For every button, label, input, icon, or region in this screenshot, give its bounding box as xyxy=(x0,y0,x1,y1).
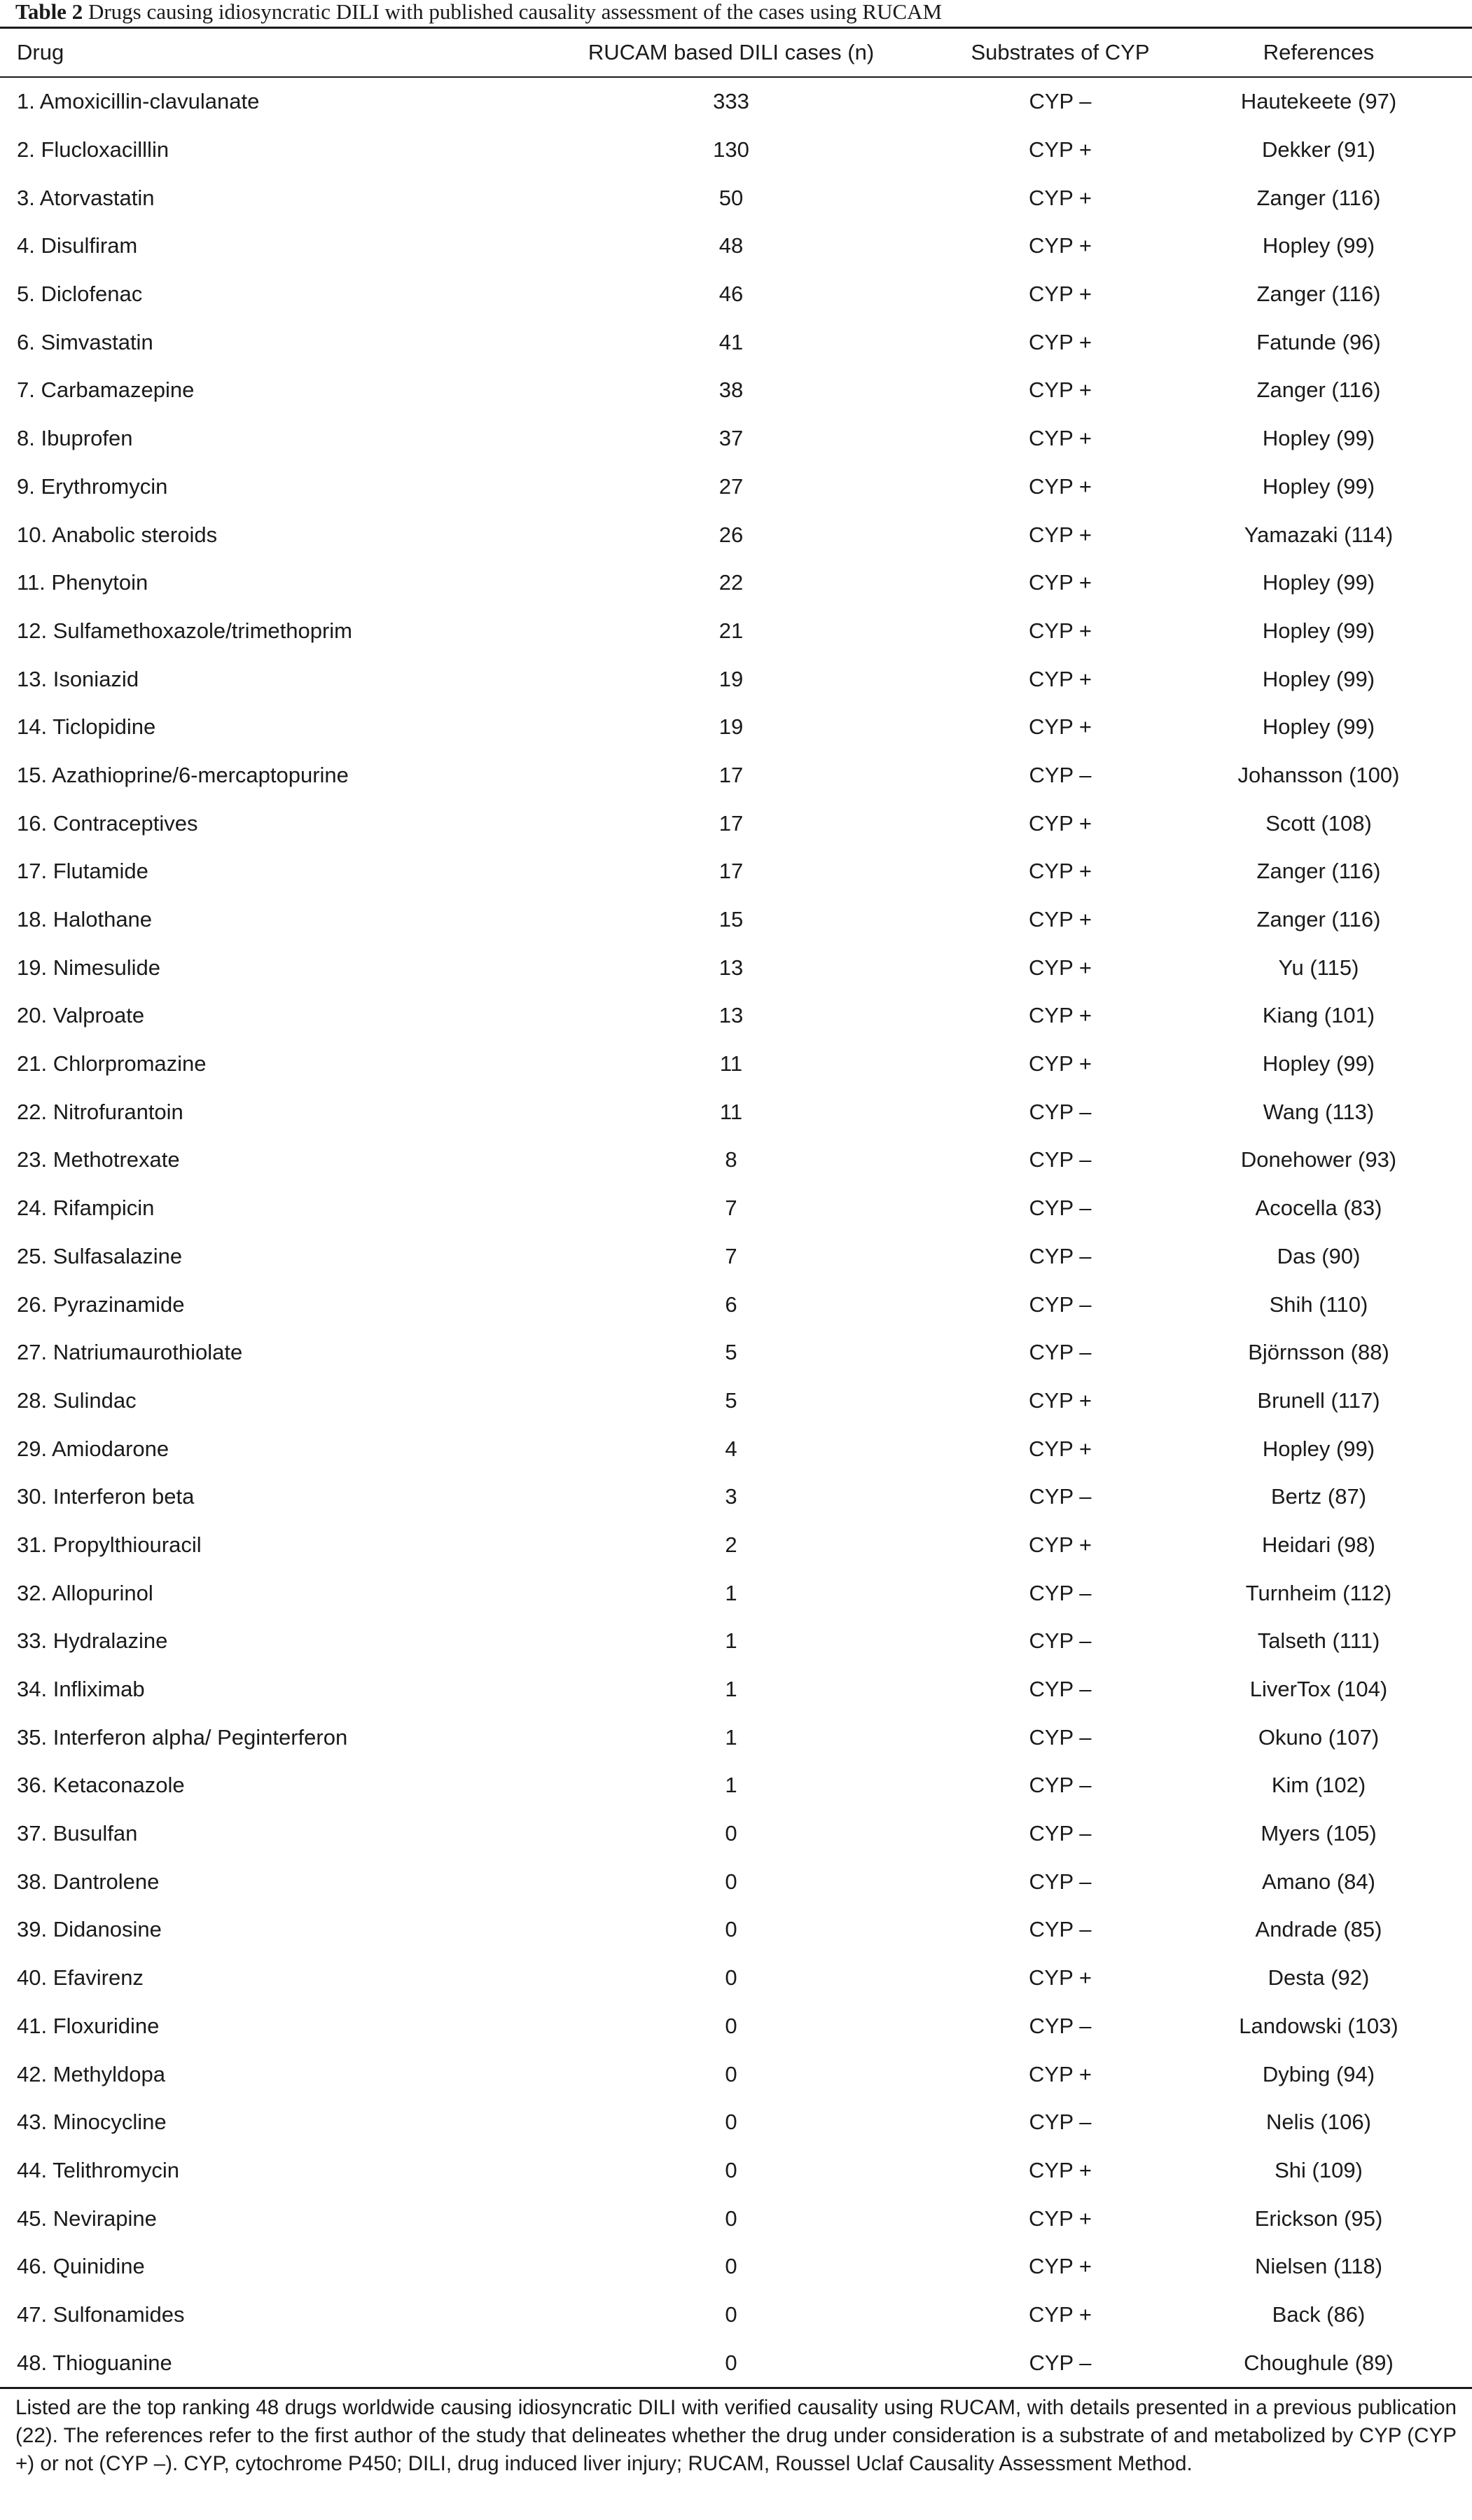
cell-drug: 11. Phenytoin xyxy=(17,570,148,595)
cell-reference: Björnsson (88) xyxy=(1248,1340,1389,1365)
bottom-rule xyxy=(0,2387,1472,2389)
table-row xyxy=(0,799,1472,847)
cell-cases: 0 xyxy=(725,2013,737,2038)
table-row xyxy=(0,2002,1472,2051)
cell-drug: 33. Hydralazine xyxy=(17,1628,168,1654)
cell-cyp: CYP + xyxy=(1029,426,1092,451)
table-row xyxy=(0,1280,1472,1329)
cell-drug: 1. Amoxicillin-clavulanate xyxy=(17,89,260,114)
table-row xyxy=(0,1666,1472,1714)
cell-drug: 13. Isoniazid xyxy=(17,666,139,691)
cell-cases: 22 xyxy=(718,570,744,595)
cell-cyp: CYP + xyxy=(1029,1965,1092,1991)
cell-cyp: CYP – xyxy=(1029,762,1092,787)
cell-reference: Brunell (117) xyxy=(1257,1387,1380,1413)
cell-drug: 7. Carbamazepine xyxy=(17,378,195,403)
cell-cyp: CYP – xyxy=(1029,1628,1092,1654)
cell-drug: 41. Floxuridine xyxy=(17,2013,160,2038)
cell-drug: 3. Atorvastatin xyxy=(17,185,155,210)
cell-cyp: CYP – xyxy=(1029,1484,1092,1509)
cell-reference: Yu (115) xyxy=(1278,955,1359,980)
cell-cyp: CYP + xyxy=(1029,137,1092,162)
cell-cases: 1 xyxy=(725,1677,737,1702)
cell-drug: 6. Simvastatin xyxy=(17,329,153,354)
header-cases: RUCAM based DILI cases (n) xyxy=(507,29,955,77)
cell-drug: 25. Sulfasalazine xyxy=(17,1243,183,1268)
cell-cases: 17 xyxy=(718,810,744,836)
cell-reference: Talseth (111) xyxy=(1257,1628,1380,1654)
table-row xyxy=(0,318,1472,366)
cell-reference: Myers (105) xyxy=(1261,1821,1377,1846)
cell-cases: 1 xyxy=(725,1773,737,1798)
cell-cases: 0 xyxy=(725,2157,737,2182)
cell-cases: 0 xyxy=(725,1869,737,1894)
cell-reference: Zanger (116) xyxy=(1256,859,1381,884)
cell-reference: Hopley (99) xyxy=(1262,1051,1375,1076)
cell-drug: 40. Efavirenz xyxy=(17,1965,144,1991)
cell-reference: Choughule (89) xyxy=(1244,2350,1394,2375)
cell-reference: Turnheim (112) xyxy=(1245,1580,1392,1605)
cell-cases: 27 xyxy=(718,473,744,499)
cell-cases: 130 xyxy=(713,137,749,162)
table-row xyxy=(0,1040,1472,1088)
cell-cyp: CYP + xyxy=(1029,1436,1092,1461)
cell-reference: Shi (109) xyxy=(1275,2157,1363,2182)
table-row xyxy=(0,1136,1472,1184)
cell-cyp: CYP + xyxy=(1029,473,1092,499)
cell-cyp: CYP – xyxy=(1029,89,1092,114)
cell-drug: 44. Telithromycin xyxy=(17,2157,180,2182)
table-row xyxy=(0,1377,1472,1425)
cell-cases: 50 xyxy=(718,185,744,210)
cell-drug: 43. Minocycline xyxy=(17,2110,167,2135)
table-row xyxy=(0,126,1472,174)
cell-reference: Desta (92) xyxy=(1268,1965,1370,1991)
cell-cases: 48 xyxy=(718,233,744,258)
cell-drug: 19. Nimesulide xyxy=(17,955,161,980)
table-row xyxy=(0,415,1472,463)
table-row xyxy=(0,2050,1472,2098)
cell-drug: 12. Sulfamethoxazole/trimethoprim xyxy=(17,618,353,643)
cell-reference: Hopley (99) xyxy=(1262,666,1375,691)
table-row xyxy=(0,1521,1472,1570)
cell-reference: Zanger (116) xyxy=(1256,282,1381,307)
table-row xyxy=(0,2291,1472,2339)
cell-drug: 46. Quinidine xyxy=(17,2254,145,2279)
cell-cyp: CYP + xyxy=(1029,329,1092,354)
cell-reference: Fatunde (96) xyxy=(1256,329,1381,354)
cell-cases: 1 xyxy=(725,1628,737,1654)
table-row xyxy=(0,77,1472,126)
table-label: Table 2 xyxy=(15,0,83,24)
cell-reference: Landowski (103) xyxy=(1239,2013,1398,2038)
cell-cyp: CYP + xyxy=(1029,570,1092,595)
cell-cyp: CYP – xyxy=(1029,1917,1092,1942)
cell-cyp: CYP + xyxy=(1029,2301,1092,2327)
cell-reference: Back (86) xyxy=(1272,2301,1366,2327)
table-row xyxy=(0,1569,1472,1617)
cell-reference: Hopley (99) xyxy=(1262,618,1375,643)
cell-drug: 42. Methyldopa xyxy=(17,2061,165,2086)
cell-cases: 1 xyxy=(725,1724,737,1750)
cell-cases: 0 xyxy=(725,2061,737,2086)
cell-cases: 13 xyxy=(718,955,744,980)
cell-drug: 29. Amiodarone xyxy=(17,1436,169,1461)
cell-cases: 19 xyxy=(718,666,744,691)
table-row xyxy=(0,2147,1472,2195)
table-row xyxy=(0,1473,1472,1521)
cell-cyp: CYP + xyxy=(1029,1051,1092,1076)
cell-reference: Hautekeete (97) xyxy=(1240,89,1397,114)
cell-cyp: CYP – xyxy=(1029,1099,1092,1124)
table-row xyxy=(0,511,1472,559)
cell-cases: 19 xyxy=(718,714,744,740)
cell-cyp: CYP – xyxy=(1029,1243,1092,1268)
cell-drug: 18. Halothane xyxy=(17,907,153,932)
table-body xyxy=(0,77,1472,2387)
table-row xyxy=(0,2243,1472,2291)
cell-cases: 17 xyxy=(718,762,744,787)
cell-cyp: CYP – xyxy=(1029,1821,1092,1846)
cell-reference: LiverTox (104) xyxy=(1249,1677,1388,1702)
cell-reference: Hopley (99) xyxy=(1262,233,1375,258)
cell-cases: 41 xyxy=(718,329,744,354)
table-row xyxy=(0,1713,1472,1761)
cell-cases: 0 xyxy=(725,1821,737,1846)
cell-drug: 36. Ketaconazole xyxy=(17,1773,185,1798)
cell-reference: Okuno (107) xyxy=(1258,1724,1380,1750)
cell-cyp: CYP + xyxy=(1029,233,1092,258)
cell-cases: 0 xyxy=(725,1917,737,1942)
header-references: References xyxy=(1165,29,1472,77)
cell-reference: Dekker (91) xyxy=(1262,137,1375,162)
cell-cases: 8 xyxy=(725,1147,737,1172)
cell-reference: Scott (108) xyxy=(1265,810,1372,836)
cell-reference: Yamazaki (114) xyxy=(1244,522,1394,547)
cell-cases: 2 xyxy=(725,1532,737,1557)
cell-reference: Hopley (99) xyxy=(1262,473,1375,499)
cell-cyp: CYP + xyxy=(1029,2061,1092,2086)
cell-drug: 28. Sulindac xyxy=(17,1387,137,1413)
table-row xyxy=(0,607,1472,656)
table-row xyxy=(0,1954,1472,2002)
cell-drug: 30. Interferon beta xyxy=(17,1484,195,1509)
cell-drug: 47. Sulfonamides xyxy=(17,2301,185,2327)
cell-reference: Amano (84) xyxy=(1262,1869,1375,1894)
cell-drug: 15. Azathioprine/6-mercaptopurine xyxy=(17,762,349,787)
table-row xyxy=(0,1906,1472,1954)
cell-drug: 17. Flutamide xyxy=(17,859,148,884)
table-row xyxy=(0,1425,1472,1473)
cell-drug: 4. Disulfiram xyxy=(17,233,138,258)
table-title: Drugs causing idiosyncratic DILI with published causality assessment of the cases using RUCAM xyxy=(88,0,943,24)
cell-cases: 0 xyxy=(725,2110,737,2135)
cell-cyp: CYP – xyxy=(1029,1340,1092,1365)
cell-cases: 0 xyxy=(725,2350,737,2375)
cell-drug: 21. Chlorpromazine xyxy=(17,1051,207,1076)
table-row xyxy=(0,1184,1472,1233)
cell-drug: 35. Interferon alpha/ Peginterferon xyxy=(17,1724,348,1750)
cell-reference: Zanger (116) xyxy=(1256,378,1381,403)
table-row xyxy=(0,2098,1472,2147)
cell-cyp: CYP + xyxy=(1029,522,1092,547)
table-row xyxy=(0,463,1472,511)
cell-cyp: CYP + xyxy=(1029,378,1092,403)
cell-drug: 22. Nitrofurantoin xyxy=(17,1099,183,1124)
cell-reference: Dybing (94) xyxy=(1262,2061,1375,2086)
cell-cyp: CYP + xyxy=(1029,907,1092,932)
cell-reference: Donehower (93) xyxy=(1240,1147,1397,1172)
table-row xyxy=(0,703,1472,752)
cell-cases: 11 xyxy=(719,1051,743,1076)
cell-reference: Zanger (116) xyxy=(1256,185,1381,210)
header-cyp: Substrates of CYP xyxy=(955,29,1165,77)
table-row xyxy=(0,222,1472,270)
table-caption xyxy=(15,0,942,25)
table-row xyxy=(0,559,1472,607)
cell-cases: 17 xyxy=(718,859,744,884)
cell-cases: 7 xyxy=(725,1196,737,1221)
cell-cases: 0 xyxy=(725,1965,737,1991)
cell-cases: 3 xyxy=(725,1484,737,1509)
drug-table xyxy=(0,29,1472,2387)
cell-cases: 5 xyxy=(725,1340,737,1365)
cell-cyp: CYP + xyxy=(1029,1532,1092,1557)
cell-reference: Hopley (99) xyxy=(1262,1436,1375,1461)
cell-reference: Andrade (85) xyxy=(1255,1917,1382,1942)
table-row xyxy=(0,2339,1472,2387)
cell-drug: 45. Nevirapine xyxy=(17,2206,157,2231)
cell-cases: 46 xyxy=(718,282,744,307)
cell-cases: 21 xyxy=(718,618,744,643)
cell-drug: 8. Ibuprofen xyxy=(17,426,133,451)
cell-reference: Hopley (99) xyxy=(1262,570,1375,595)
cell-cyp: CYP + xyxy=(1029,2157,1092,2182)
table-row xyxy=(0,847,1472,896)
cell-drug: 5. Diclofenac xyxy=(17,282,143,307)
cell-cyp: CYP + xyxy=(1029,859,1092,884)
cell-reference: Nielsen (118) xyxy=(1254,2254,1383,2279)
cell-cyp: CYP + xyxy=(1029,185,1092,210)
table-row xyxy=(0,752,1472,800)
table-footnote: Listed are the top ranking 48 drugs worldwide causing idiosyncratic DILI with verified causality using RUCAM, with details presented in a previous publication (22). The references refer to the first author of the study that delineates whether the drug under consideration is a substrate of and metabolized by CYP (CYP +) or not (CYP –). CYP, cytochrome P450; DILI, drug induced liver injury; RUCAM, Roussel Uclaf Causality Assessment Method. xyxy=(15,2396,1457,2475)
cell-cases: 6 xyxy=(725,1292,737,1317)
cell-reference: Hopley (99) xyxy=(1262,714,1375,740)
cell-cases: 7 xyxy=(725,1243,737,1268)
cell-cyp: CYP + xyxy=(1029,2206,1092,2231)
cell-cyp: CYP – xyxy=(1029,1196,1092,1221)
table-row xyxy=(0,2194,1472,2243)
cell-cases: 4 xyxy=(725,1436,737,1461)
table-row xyxy=(0,270,1472,319)
cell-cyp: CYP – xyxy=(1029,1869,1092,1894)
cell-reference: Acocella (83) xyxy=(1255,1196,1382,1221)
cell-reference: Erickson (95) xyxy=(1254,2206,1383,2231)
cell-drug: 23. Methotrexate xyxy=(17,1147,180,1172)
cell-reference: Hopley (99) xyxy=(1262,426,1375,451)
cell-cyp: CYP – xyxy=(1029,1724,1092,1750)
cell-cases: 37 xyxy=(718,426,744,451)
cell-cyp: CYP + xyxy=(1029,714,1092,740)
cell-drug: 27. Natriumaurothiolate xyxy=(17,1340,243,1365)
cell-reference: Kim (102) xyxy=(1271,1773,1366,1798)
cell-cases: 333 xyxy=(713,89,749,114)
cell-cyp: CYP + xyxy=(1029,810,1092,836)
cell-drug: 16. Contraceptives xyxy=(17,810,198,836)
cell-cyp: CYP – xyxy=(1029,2013,1092,2038)
cell-reference: Das (90) xyxy=(1277,1243,1361,1268)
cell-reference: Shih (110) xyxy=(1269,1292,1368,1317)
cell-cyp: CYP + xyxy=(1029,2254,1092,2279)
cell-cyp: CYP + xyxy=(1029,666,1092,691)
cell-drug: 48. Thioguanine xyxy=(17,2350,172,2375)
cell-drug: 31. Propylthiouracil xyxy=(17,1532,202,1557)
cell-reference: Kiang (101) xyxy=(1262,1003,1375,1028)
table-row xyxy=(0,1617,1472,1666)
cell-drug: 34. Infliximab xyxy=(17,1677,145,1702)
table-row xyxy=(0,366,1472,415)
table-row xyxy=(0,1233,1472,1281)
table-row xyxy=(0,1329,1472,1377)
cell-cyp: CYP + xyxy=(1029,282,1092,307)
cell-reference: Wang (113) xyxy=(1263,1099,1375,1124)
table-row xyxy=(0,992,1472,1040)
cell-reference: Zanger (116) xyxy=(1256,907,1381,932)
cell-reference: Heidari (98) xyxy=(1262,1532,1375,1557)
table-row xyxy=(0,655,1472,703)
cell-drug: 37. Busulfan xyxy=(17,1821,138,1846)
cell-cyp: CYP – xyxy=(1029,1677,1092,1702)
cell-cases: 5 xyxy=(725,1387,737,1413)
cell-drug: 2. Flucloxacilllin xyxy=(17,137,169,162)
cell-reference: Johansson (100) xyxy=(1237,762,1400,787)
cell-cases: 26 xyxy=(718,522,744,547)
cell-cyp: CYP – xyxy=(1029,2350,1092,2375)
cell-reference: Nelis (106) xyxy=(1266,2110,1371,2135)
table-row xyxy=(0,1810,1472,1858)
cell-cases: 0 xyxy=(725,2254,737,2279)
table-row xyxy=(0,896,1472,944)
cell-cases: 38 xyxy=(718,378,744,403)
cell-cyp: CYP + xyxy=(1029,618,1092,643)
cell-cyp: CYP + xyxy=(1029,1387,1092,1413)
cell-cases: 15 xyxy=(718,907,744,932)
cell-drug: 20. Valproate xyxy=(17,1003,145,1028)
cell-cases: 11 xyxy=(719,1099,743,1124)
cell-drug: 9. Erythromycin xyxy=(17,473,168,499)
cell-cyp: CYP – xyxy=(1029,1292,1092,1317)
cell-drug: 14. Ticlopidine xyxy=(17,714,156,740)
table-row xyxy=(0,174,1472,222)
cell-cyp: CYP – xyxy=(1029,1580,1092,1605)
cell-reference: Bertz (87) xyxy=(1270,1484,1367,1509)
cell-drug: 26. Pyrazinamide xyxy=(17,1292,185,1317)
cell-cyp: CYP – xyxy=(1029,1773,1092,1798)
table-row xyxy=(0,943,1472,992)
cell-drug: 39. Didanosine xyxy=(17,1917,162,1942)
header-drug: Drug xyxy=(0,29,507,77)
table-row xyxy=(0,1761,1472,1810)
cell-cyp: CYP + xyxy=(1029,1003,1092,1028)
cell-cases: 1 xyxy=(725,1580,737,1605)
cell-drug: 38. Dantrolene xyxy=(17,1869,160,1894)
cell-drug: 24. Rifampicin xyxy=(17,1196,155,1221)
cell-cyp: CYP – xyxy=(1029,2110,1092,2135)
cell-cases: 0 xyxy=(725,2301,737,2327)
cell-cases: 0 xyxy=(725,2206,737,2231)
cell-drug: 10. Anabolic steroids xyxy=(17,522,218,547)
header-row xyxy=(0,29,1472,77)
cell-cyp: CYP + xyxy=(1029,955,1092,980)
cell-cases: 13 xyxy=(718,1003,744,1028)
table-row xyxy=(0,1857,1472,1906)
table-header xyxy=(0,29,1472,77)
cell-cyp: CYP – xyxy=(1029,1147,1092,1172)
cell-drug: 32. Allopurinol xyxy=(17,1580,153,1605)
table-row xyxy=(0,1088,1472,1136)
